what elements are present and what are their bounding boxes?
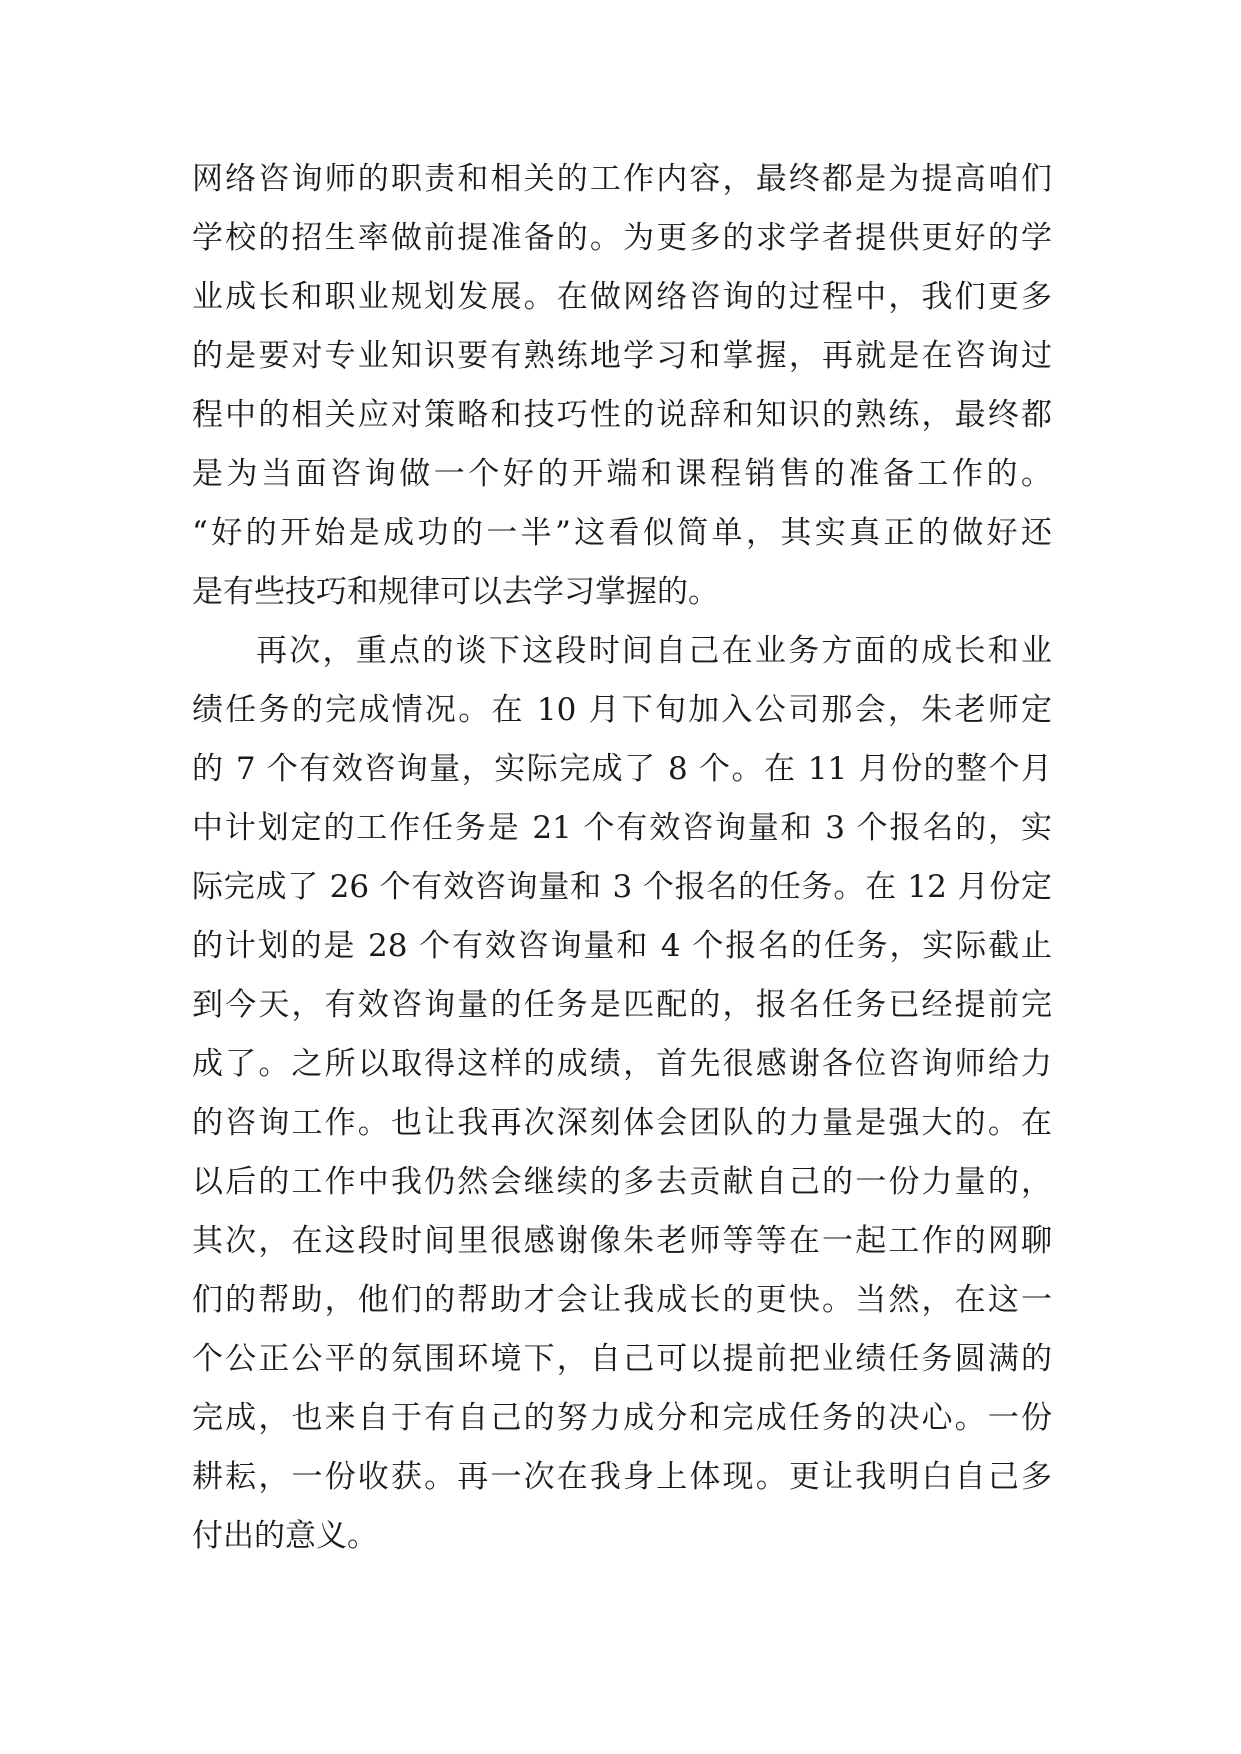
text-line: 的是要对专业知识要有熟练地学习和掌握，再就是在咨询过 [192,338,1052,374]
text-line: 完成，也来自于有自己的努力成分和完成任务的决心。一份 [192,1400,1052,1436]
text-line: 是有些技巧和规律可以去学习掌握的。 [192,574,719,610]
text-line: 网络咨询师的职责和相关的工作内容，最终都是为提高咱们 [192,161,1052,197]
text-line: 付出的意义。 [192,1518,378,1554]
text-line: 的计划的是 28 个有效咨询量和 4 个报名的任务，实际截止 [192,928,1052,964]
text-line: 程中的相关应对策略和技巧性的说辞和知识的熟练，最终都 [192,397,1052,433]
text-line: 再次，重点的谈下这段时间自己在业务方面的成长和业 [256,633,1052,669]
text-line: 际完成了 26 个有效咨询量和 3 个报名的任务。在 12 月份定 [192,869,1052,905]
text-line: 其次，在这段时间里很感谢像朱老师等等在一起工作的网聊 [192,1223,1052,1259]
text-line: 成了。之所以取得这样的成绩，首先很感谢各位咨询师给力 [192,1046,1052,1082]
body-text [192,150,1052,1566]
text-line: 学校的招生率做前提准备的。为更多的求学者提供更好的学 [192,220,1052,256]
text-line: 个公正公平的氛围环境下，自己可以提前把业绩任务圆满的 [192,1341,1052,1377]
text-line: 到今天，有效咨询量的任务是匹配的，报名任务已经提前完 [192,987,1052,1023]
text-line: 以后的工作中我仍然会继续的多去贡献自己的一份力量的， [192,1164,1052,1200]
text-line: 业成长和职业规划发展。在做网络咨询的过程中，我们更多 [192,279,1052,315]
text-line: “好的开始是成功的一半”这看似简单，其实真正的做好还 [192,515,1052,551]
text-line: 的 7 个有效咨询量，实际完成了 8 个。在 11 月份的整个月 [192,751,1052,787]
text-line: 是为当面咨询做一个好的开端和课程销售的准备工作的。 [192,456,1052,492]
text-line: 们的帮助，他们的帮助才会让我成长的更快。当然，在这一 [192,1282,1052,1318]
text-line: 的咨询工作。也让我再次深刻体会团队的力量是强大的。在 [192,1105,1052,1141]
text-line: 耕耘，一份收获。再一次在我身上体现。更让我明白自己多 [192,1459,1052,1495]
text-line: 中计划定的工作任务是 21 个有效咨询量和 3 个报名的，实 [192,810,1052,846]
text-line: 绩任务的完成情况。在 10 月下旬加入公司那会，朱老师定 [192,692,1052,728]
